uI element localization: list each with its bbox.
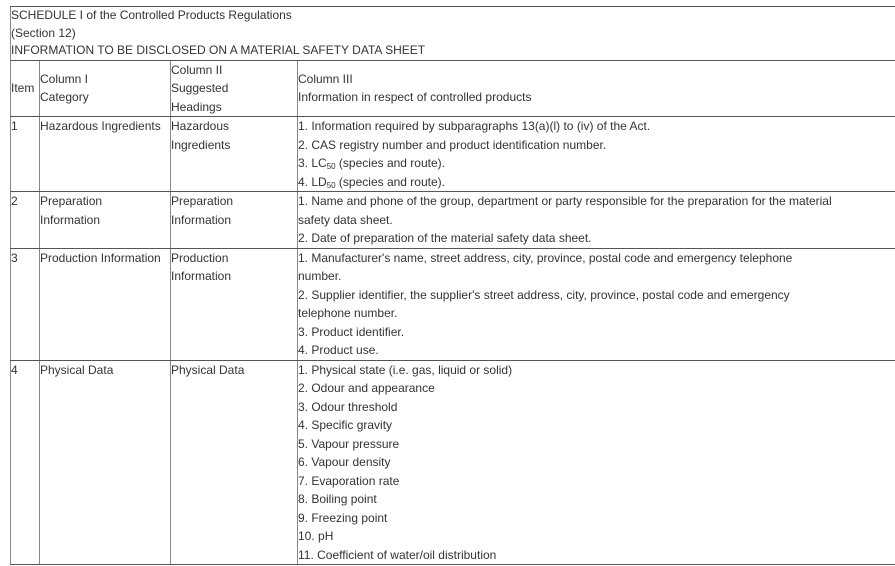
- table-row: [11, 360, 895, 565]
- info-text: 3. LC: [298, 156, 327, 170]
- info-line: 6. Vapour density: [298, 453, 895, 472]
- info-line: 1. Information required by subparagraphs 13(a)(l) to (iv) of the Act.: [298, 117, 895, 136]
- row-category-line: Information: [40, 211, 170, 230]
- table-row: [11, 248, 895, 360]
- header-column-3: [298, 60, 895, 117]
- header-column-2: [171, 60, 298, 117]
- row-heading-line: Information: [171, 211, 297, 230]
- info-line: 3. Product identifier.: [298, 323, 895, 342]
- info-line: 4. Product use.: [298, 341, 895, 360]
- info-line: 11. Coefficient of water/oil distribution: [298, 546, 895, 565]
- row-item-number: 1: [11, 117, 40, 192]
- info-line: [298, 173, 895, 192]
- row-category-line: Preparation: [40, 192, 170, 211]
- info-text: (species and route).: [336, 175, 445, 189]
- info-line: telephone number.: [298, 304, 895, 323]
- header-column-1: [40, 60, 171, 117]
- row-item-number: 3: [11, 248, 40, 360]
- row-category: Hazardous Ingredients: [40, 117, 171, 192]
- info-line: safety data sheet.: [298, 211, 895, 230]
- row-heading-line: Production: [171, 249, 297, 268]
- row-item-number: 2: [11, 192, 40, 249]
- row-information: [298, 248, 895, 360]
- table-caption: [11, 7, 895, 61]
- subscript-50: 50: [327, 181, 336, 190]
- caption-title: SCHEDULE I of the Controlled Products Regulations: [11, 7, 895, 25]
- row-category: [40, 192, 171, 249]
- info-line: 1. Physical state (i.e. gas, liquid or solid): [298, 361, 895, 380]
- row-heading-line: Information: [171, 267, 297, 286]
- row-category: Production Information: [40, 248, 171, 360]
- info-line: 1. Name and phone of the group, department or party responsible for the preparation for the material: [298, 192, 895, 211]
- header-column-1-subtitle: Category: [40, 88, 170, 107]
- info-line: 9. Freezing point: [298, 509, 895, 528]
- info-line: 1. Manufacturer's name, street address, city, province, postal code and emergency telephone: [298, 249, 895, 268]
- table-row: [11, 192, 895, 249]
- info-line: 2. CAS registry number and product identification number.: [298, 136, 895, 155]
- header-column-1-title: Column I: [40, 70, 170, 89]
- caption-section: (Section 12): [11, 25, 895, 43]
- row-heading-line: Hazardous: [171, 117, 297, 136]
- info-line: 7. Evaporation rate: [298, 472, 895, 491]
- header-item-label: Item: [11, 81, 34, 95]
- header-row: [11, 60, 895, 117]
- info-text: (species and route).: [336, 156, 445, 170]
- info-line: number.: [298, 267, 895, 286]
- caption-subtitle: INFORMATION TO BE DISCLOSED ON A MATERIAL SAFETY DATA SHEET: [11, 42, 895, 60]
- header-column-2-title: Column II: [171, 61, 297, 80]
- schedule-document: [10, 6, 895, 566]
- row-heading: [171, 117, 298, 192]
- row-heading: [171, 248, 298, 360]
- row-item-number: 4: [11, 360, 40, 565]
- row-information: [298, 360, 895, 565]
- schedule-table: [10, 6, 895, 565]
- info-line: 2. Supplier identifier, the supplier's street address, city, province, postal code and emergency: [298, 286, 895, 305]
- subscript-50: 50: [327, 162, 336, 171]
- info-line: [298, 154, 895, 173]
- table-row: [11, 117, 895, 192]
- row-heading: Physical Data: [171, 360, 298, 565]
- info-line: 3. Odour threshold: [298, 398, 895, 417]
- info-line: 2. Odour and appearance: [298, 379, 895, 398]
- header-column-2-subtitle-b: Headings: [171, 98, 297, 117]
- row-information: [298, 192, 895, 249]
- info-line: 2. Date of preparation of the material safety data sheet.: [298, 229, 895, 248]
- row-information: [298, 117, 895, 192]
- header-column-2-subtitle-a: Suggested: [171, 79, 297, 98]
- header-column-3-title: Column III: [298, 70, 895, 89]
- header-column-3-subtitle: Information in respect of controlled products: [298, 88, 895, 107]
- row-heading: [171, 192, 298, 249]
- info-text: 4. LD: [298, 175, 327, 189]
- info-line: 8. Boiling point: [298, 490, 895, 509]
- row-category: Physical Data: [40, 360, 171, 565]
- info-line: 4. Specific gravity: [298, 416, 895, 435]
- info-line: 5. Vapour pressure: [298, 435, 895, 454]
- header-item: [11, 60, 40, 117]
- row-heading-line: Ingredients: [171, 136, 297, 155]
- row-heading-line: Preparation: [171, 192, 297, 211]
- info-line: 10. pH: [298, 527, 895, 546]
